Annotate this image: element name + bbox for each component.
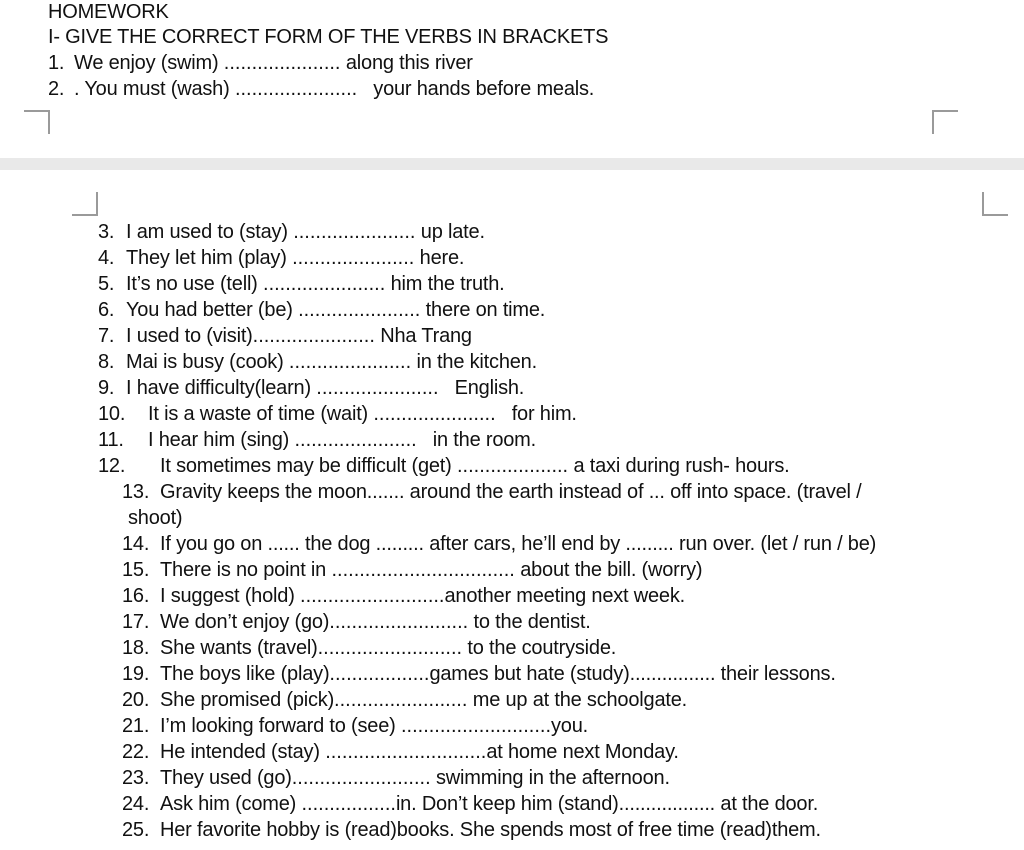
item-text-continued: to the coutryside. bbox=[467, 637, 617, 659]
answer-blank[interactable]: ...................... bbox=[293, 221, 416, 243]
item-text: Her favorite hobby is (read)books. She spends most of free time (read)them. bbox=[160, 819, 821, 841]
item-number: 12. bbox=[98, 455, 126, 477]
item-text-continued: there on time. bbox=[425, 299, 546, 321]
item-text: If you go on ...... the dog ......... after cars, he’ll end by ......... run over. (let / run / be) bbox=[160, 533, 877, 555]
answer-blank[interactable]: .................... bbox=[456, 455, 569, 477]
item-text-continued: Nha Trang bbox=[380, 325, 472, 347]
item-text: It sometimes may be difficult (get) bbox=[160, 455, 452, 477]
answer-blank[interactable]: ...................... bbox=[316, 377, 439, 399]
item-number: 24. bbox=[122, 793, 150, 815]
answer-blank[interactable]: ...................... bbox=[298, 299, 421, 321]
item-number: 8. bbox=[98, 351, 115, 373]
item-text-continued: for him. bbox=[511, 403, 577, 425]
item-number: 13. bbox=[122, 481, 150, 503]
item-text-continued: English. bbox=[454, 377, 525, 399]
exercise-item bbox=[98, 376, 524, 400]
item-number: 23. bbox=[122, 767, 150, 789]
item-text: They used (go) bbox=[160, 767, 292, 789]
item-number: 6. bbox=[98, 299, 115, 321]
item-text-continued: him the truth. bbox=[390, 273, 505, 295]
item-text-continued: along this river bbox=[345, 52, 473, 74]
answer-blank[interactable]: ................. bbox=[301, 793, 396, 815]
answer-blank[interactable]: ......................... bbox=[291, 767, 431, 789]
item-text: They let him (play) bbox=[126, 247, 287, 269]
item-text-continued: in. Don’t keep him (stand).................. at the door. bbox=[395, 793, 819, 815]
item-text-continued: your hands before meals. bbox=[373, 78, 595, 100]
item-number: 10. bbox=[98, 403, 126, 425]
answer-blank[interactable]: .......................... bbox=[317, 637, 463, 659]
item-text-continued: at home next Monday. bbox=[486, 741, 679, 763]
exercise-item bbox=[122, 714, 588, 738]
answer-blank[interactable]: ...................... bbox=[292, 247, 415, 269]
exercise-item bbox=[48, 77, 594, 101]
item-text: We enjoy (swim) bbox=[74, 52, 219, 74]
item-text-continued: games but hate (study)................ their lessons. bbox=[429, 663, 836, 685]
exercise-instruction: I- GIVE THE CORRECT FORM OF THE VERBS IN BRACKETS bbox=[48, 26, 609, 48]
exercise-item bbox=[98, 298, 545, 322]
item-text: The boys like (play) bbox=[160, 663, 330, 685]
item-text-continued: around the earth instead of ... off into space. (travel / bbox=[409, 481, 862, 503]
exercise-item bbox=[98, 454, 790, 478]
item-text-continued: to the dentist. bbox=[473, 611, 591, 633]
exercise-item bbox=[122, 558, 702, 582]
answer-blank[interactable]: ............................. bbox=[325, 741, 487, 763]
exercise-item bbox=[98, 428, 536, 452]
item-text-continued: another meeting next week. bbox=[444, 585, 686, 607]
exercise-item bbox=[122, 584, 685, 608]
item-text-continued: me up at the schoolgate. bbox=[472, 689, 687, 711]
answer-blank[interactable]: ...................... bbox=[294, 429, 417, 451]
item-number: 11. bbox=[98, 429, 124, 451]
item-number: 14. bbox=[122, 533, 150, 555]
item-text-continued: a taxi during rush- hours. bbox=[573, 455, 790, 477]
homework-title: HOMEWORK bbox=[48, 1, 169, 23]
margin-corner-mark bbox=[24, 110, 50, 134]
answer-blank[interactable]: ..................... bbox=[223, 52, 341, 74]
exercise-item bbox=[122, 480, 862, 504]
answer-blank[interactable]: ...................... bbox=[234, 78, 358, 100]
item-text: We don’t enjoy (go) bbox=[160, 611, 330, 633]
margin-corner-mark bbox=[72, 192, 98, 216]
answer-blank[interactable]: .......................... bbox=[300, 585, 445, 607]
item-number: 15. bbox=[122, 559, 150, 581]
item-number: 21. bbox=[122, 715, 150, 737]
exercise-item bbox=[122, 532, 876, 556]
item-text: I’m looking forward to (see) bbox=[160, 715, 396, 737]
item-number: 7. bbox=[98, 325, 115, 347]
item-number: 17. bbox=[122, 611, 150, 633]
item-text: Ask him (come) bbox=[160, 793, 297, 815]
item-number: 9. bbox=[98, 377, 115, 399]
answer-blank[interactable]: ................................. bbox=[331, 559, 515, 581]
item-text: I hear him (sing) bbox=[148, 429, 290, 451]
item-text: I am used to (stay) bbox=[126, 221, 288, 243]
item-number: 20. bbox=[122, 689, 150, 711]
answer-blank[interactable]: ......................... bbox=[329, 611, 469, 633]
item-text-continued: here. bbox=[419, 247, 465, 269]
exercise-item bbox=[122, 610, 591, 634]
item-text: She wants (travel) bbox=[160, 637, 318, 659]
exercise-item bbox=[122, 818, 821, 842]
item-number: 18. bbox=[122, 637, 150, 659]
answer-blank[interactable]: ...................... bbox=[252, 325, 375, 347]
answer-blank[interactable]: ...................... bbox=[263, 273, 386, 295]
exercise-item bbox=[122, 792, 818, 816]
item-number: 3. bbox=[98, 221, 115, 243]
item-text-continued: swimming in the afternoon. bbox=[436, 767, 670, 789]
item-number: 16. bbox=[122, 585, 150, 607]
item-text: You had better (be) bbox=[126, 299, 293, 321]
item-text: She promised (pick) bbox=[160, 689, 335, 711]
item-number: 4. bbox=[98, 247, 115, 269]
item-text: Mai is busy (cook) bbox=[126, 351, 284, 373]
answer-blank[interactable]: .................. bbox=[329, 663, 430, 685]
item-text: Gravity keeps the moon....... bbox=[160, 481, 405, 503]
exercise-item bbox=[48, 51, 473, 75]
item-number: 2. bbox=[48, 78, 65, 100]
margin-corner-mark bbox=[982, 192, 1008, 216]
item-text: . You must (wash) bbox=[74, 78, 230, 100]
item-number: 22. bbox=[122, 741, 150, 763]
answer-blank[interactable]: ........................... bbox=[400, 715, 551, 737]
item-text: It is a waste of time (wait) bbox=[148, 403, 369, 425]
exercise-item bbox=[122, 740, 679, 764]
item-number: 5. bbox=[98, 273, 115, 295]
answer-blank[interactable]: ...................... bbox=[288, 351, 412, 373]
item-text-continued: in the room. bbox=[432, 429, 536, 451]
item-text-continued: about the bill. (worry) bbox=[520, 559, 703, 581]
exercise-item-continuation: shoot) bbox=[128, 507, 183, 529]
item-text-continued: up late. bbox=[420, 221, 485, 243]
exercise-item bbox=[98, 220, 485, 244]
exercise-item bbox=[122, 766, 670, 790]
item-text: I suggest (hold) bbox=[160, 585, 295, 607]
item-text: I used to (visit) bbox=[126, 325, 253, 347]
exercise-item bbox=[98, 272, 505, 296]
exercise-item bbox=[98, 324, 472, 348]
item-number: 25. bbox=[122, 819, 150, 841]
exercise-item bbox=[98, 402, 577, 426]
exercise-item bbox=[122, 662, 836, 686]
item-text-continued: you. bbox=[551, 715, 589, 737]
item-text-continued: in the kitchen. bbox=[416, 351, 537, 373]
item-number: 1. bbox=[48, 52, 65, 74]
exercise-item bbox=[98, 350, 537, 374]
exercise-item bbox=[98, 246, 464, 270]
item-text: He intended (stay) bbox=[160, 741, 320, 763]
page-break-gap bbox=[0, 158, 1024, 170]
item-text: I have difficulty(learn) bbox=[126, 377, 311, 399]
exercise-item bbox=[122, 636, 616, 660]
item-text: It’s no use (tell) bbox=[126, 273, 258, 295]
item-text: There is no point in bbox=[160, 559, 327, 581]
margin-corner-mark bbox=[932, 110, 958, 134]
exercise-item bbox=[122, 688, 687, 712]
answer-blank[interactable]: ...................... bbox=[373, 403, 496, 425]
item-number: 19. bbox=[122, 663, 150, 685]
answer-blank[interactable]: ........................ bbox=[334, 689, 468, 711]
